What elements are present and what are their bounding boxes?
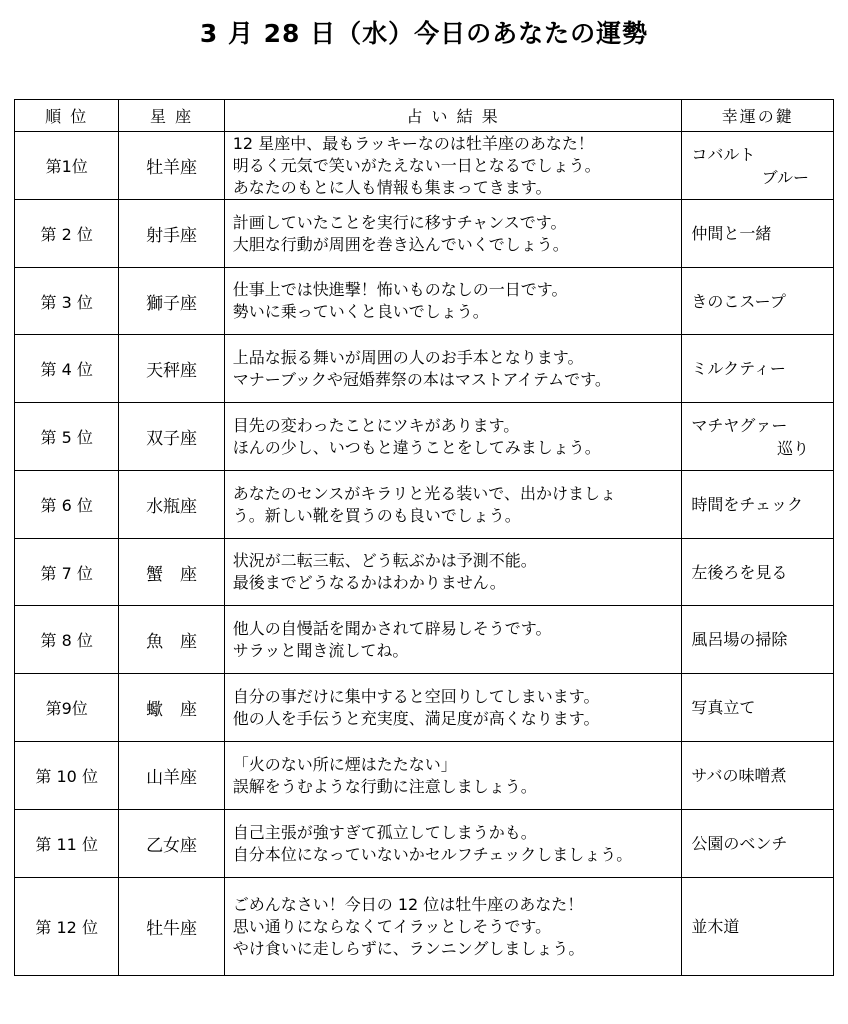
rank-cell: 第9位: [15, 674, 119, 742]
lucky-key-cell: [682, 268, 834, 335]
result-line: 思い通りにならなくてイラッとしそうです。: [232, 916, 552, 936]
result-line: 自分の事だけに集中すると空回りしてしまいます。: [232, 686, 600, 706]
result-cell: [224, 878, 682, 976]
result-cell: [224, 539, 682, 606]
sign-cell: 蠍 座: [119, 674, 224, 742]
result-cell: [224, 403, 682, 471]
lucky-key-cell: [682, 539, 834, 606]
lucky-key-cell: [682, 335, 834, 403]
result-line: ごめんなさい！今日の 12 位は牡牛座のあなた！: [232, 894, 584, 914]
lucky-key: 左後ろを見る: [691, 562, 788, 582]
lucky-key-cell: [682, 403, 834, 471]
result-cell: [224, 200, 682, 268]
sign-cell: 乙女座: [119, 810, 224, 878]
table-row: [15, 742, 834, 810]
sign-cell: 牡羊座: [119, 132, 224, 200]
rank-cell: 第 7 位: [15, 539, 119, 606]
result-line: あなたのセンスがキラリと光る装いで、出かけましょ: [232, 483, 616, 503]
sign-cell: 山羊座: [119, 742, 224, 810]
result-line: 仕事上では快進撃！怖いものなしの一日です。: [232, 280, 568, 299]
header-sign: 星 座: [119, 100, 224, 132]
result-line: 12 星座中、最もラッキーなのは牡羊座のあなた！: [232, 133, 594, 153]
result-line: 「火のない所に煙はたたない」: [232, 754, 457, 774]
lucky-key-cell: [682, 606, 834, 674]
result-line: サラッと聞き流してね。: [232, 640, 409, 660]
result-cell: [224, 132, 682, 200]
lucky-key: 写真立て: [691, 698, 756, 717]
table-row: [15, 200, 834, 268]
result-cell: [224, 335, 682, 403]
rank-cell: 第 8 位: [15, 606, 119, 674]
lucky-key: コバルト: [691, 144, 756, 164]
result-line: 大胆な行動が周囲を巻き込んでいくでしょう。: [232, 234, 569, 254]
lucky-key: 時間をチェック: [691, 495, 803, 514]
sign-cell: 獅子座: [119, 268, 224, 335]
result-line: う。新しい靴を買うのも良いでしょう。: [232, 505, 521, 525]
result-line: 明るく元気で笑いがたえない一日となるでしょう。: [232, 155, 601, 175]
result-cell: [224, 742, 682, 810]
table-row: [15, 539, 834, 606]
rank-cell: 第 10 位: [15, 742, 119, 810]
lucky-key-cell: [682, 810, 834, 878]
fortune-table: [14, 99, 834, 976]
result-line: ほんの少し、いつもと違うことをしてみましょう。: [232, 437, 601, 457]
result-line: 他の人を手伝うと充実度、満足度が高くなります。: [232, 708, 600, 728]
rank-cell: 第 5 位: [15, 403, 119, 471]
result-line: 計画していたことを実行に移すチャンスです。: [232, 212, 567, 232]
rank-cell: 第 11 位: [15, 810, 119, 878]
rank-cell: 第 2 位: [15, 200, 119, 268]
sign-cell: 魚 座: [119, 606, 224, 674]
lucky-key-continued: 巡り: [776, 438, 809, 458]
result-line: 状況が二転三転、どう転ぶかは予測不能。: [232, 551, 537, 570]
header-result: 占 い 結 果: [224, 100, 682, 132]
lucky-key: 仲間と一緒: [691, 224, 772, 243]
result-cell: [224, 471, 682, 539]
result-line: 自分本位になっていないかセルフチェックしましょう。: [232, 844, 633, 864]
lucky-key: きのこスープ: [691, 291, 786, 311]
lucky-key-cell: [682, 471, 834, 539]
result-line: やけ食いに走しらずに、ランニングしましょう。: [232, 938, 585, 958]
table-row: [15, 606, 834, 674]
table-row: [15, 810, 834, 878]
lucky-key-cell: [682, 132, 834, 200]
sign-cell: 蟹 座: [119, 539, 224, 606]
rank-cell: 第 3 位: [15, 268, 119, 335]
table-row: [15, 132, 834, 200]
result-line: 誤解をうむような行動に注意しましょう。: [232, 776, 537, 796]
lucky-key: 公園のベンチ: [691, 834, 788, 853]
lucky-key: マチヤグァー: [691, 415, 788, 435]
sign-cell: 射手座: [119, 200, 224, 268]
result-line: 他人の自慢話を聞かされて辟易しそうです。: [232, 618, 552, 638]
result-cell: [224, 268, 682, 335]
lucky-key-cell: [682, 200, 834, 268]
table-row: [15, 878, 834, 976]
rank-cell: 第 4 位: [15, 335, 119, 403]
sign-cell: 牡牛座: [119, 878, 224, 976]
rank-cell: 第1位: [15, 132, 119, 200]
page-title: 3 月 28 日（水）今日のあなたの運勢: [199, 19, 649, 48]
table-row: [15, 471, 834, 539]
rank-cell: 第 12 位: [15, 878, 119, 976]
header-rank: 順 位: [15, 100, 119, 132]
lucky-key-cell: [682, 674, 834, 742]
rank-cell: 第 6 位: [15, 471, 119, 539]
table-header-row: [15, 100, 834, 132]
result-line: 勢いに乗っていくと良いでしょう。: [232, 302, 489, 321]
lucky-key: 並木道: [691, 917, 740, 936]
table-row: [15, 674, 834, 742]
result-line: マナーブックや冠婚葬祭の本はマストアイテムです。: [232, 369, 611, 389]
result-line: 上品な振る舞いが周囲の人のお手本となります。: [232, 347, 584, 367]
table-row: [15, 335, 834, 403]
result-cell: [224, 674, 682, 742]
lucky-key-cell: [682, 878, 834, 976]
lucky-key: 風呂場の掃除: [691, 630, 788, 649]
result-line: あなたのもとに人も情報も集まってきます。: [232, 177, 552, 197]
table-row: [15, 268, 834, 335]
lucky-key: サバの味噌煮: [691, 766, 787, 785]
result-cell: [224, 810, 682, 878]
result-line: 目先の変わったことにツキがあります。: [232, 415, 520, 435]
lucky-key: ミルクティー: [691, 359, 786, 378]
result-line: 最後までどうなるかはわかりません。: [232, 573, 506, 592]
result-line: 自己主張が強すぎて孤立してしまうかも。: [232, 822, 537, 842]
sign-cell: 双子座: [119, 403, 224, 471]
header-key: 幸運の鍵: [682, 100, 834, 132]
table-row: [15, 403, 834, 471]
result-cell: [224, 606, 682, 674]
sign-cell: 水瓶座: [119, 471, 224, 539]
lucky-key-cell: [682, 742, 834, 810]
sign-cell: 天秤座: [119, 335, 224, 403]
lucky-key-continued: ブルー: [761, 167, 809, 187]
